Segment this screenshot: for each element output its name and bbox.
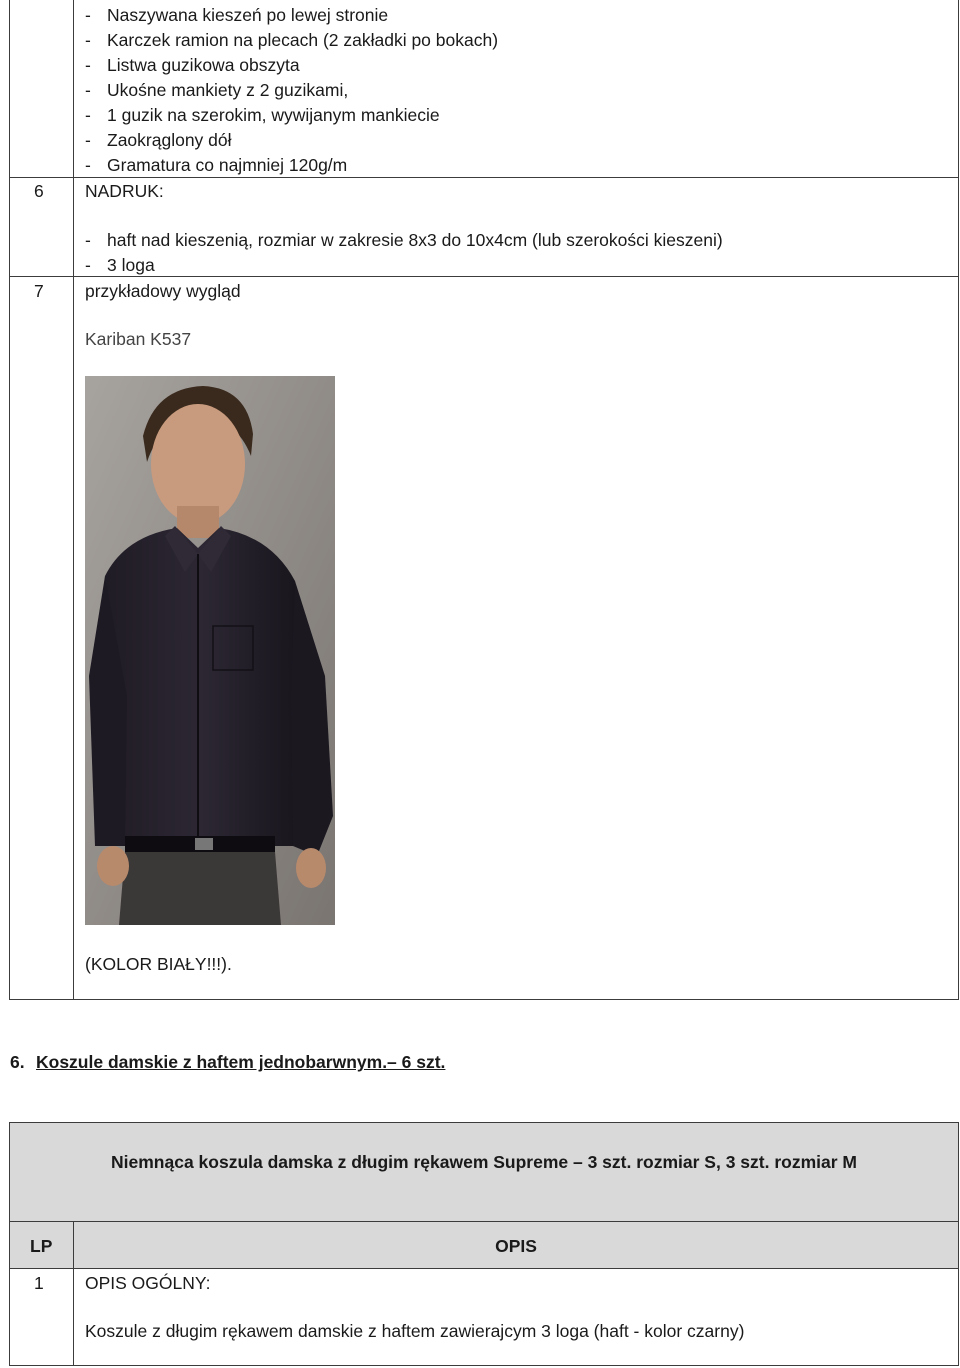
table1-row-divider-7 [9, 276, 959, 277]
example-title: przykładowy wygląd [85, 281, 241, 301]
table2-header-divider [9, 1221, 959, 1222]
section-title: Koszule damskie z haftem jednobarwnym.– 6 szt. [36, 1052, 446, 1072]
table1-left-border [9, 0, 10, 1000]
list-item: - 3 loga [85, 255, 155, 275]
table1-right-border [958, 0, 959, 1000]
section-number: 6. [10, 1052, 25, 1072]
list-item: - Zaokrąglony dół [85, 130, 232, 150]
opis-ogolny-title: OPIS OGÓLNY: [85, 1273, 211, 1293]
list-item: - Karczek ramion na plecach (2 zakładki po bokach) [85, 30, 499, 50]
table2-top-border [9, 1122, 959, 1123]
shirt-model-illustration [85, 376, 335, 925]
list-item: - Ukośne mankiety z 2 guzikami, [85, 80, 349, 100]
list-item: - Naszywana kieszeń po lewej stronie [85, 5, 389, 25]
table1-row-divider-6 [9, 177, 959, 178]
list-item: - 1 guzik na szerokim, wywijanym mankiecie [85, 105, 440, 125]
opis-ogolny-text: Koszule z długim rękawem damskie z haftem zawierajcym 3 loga (haft - kolor czarny) [85, 1321, 745, 1341]
color-note: (KOLOR BIAŁY!!!). [85, 954, 232, 974]
list-item: - Listwa guzikowa obszyta [85, 55, 300, 75]
table2-header-title: Niemnąca koszula damska z długim rękawem Supreme – 3 szt. rozmiar S, 3 szt. rozmiar M [111, 1152, 857, 1172]
column-header-lp: LP [30, 1236, 53, 1256]
list-item: - Gramatura co najmniej 120g/m [85, 155, 348, 175]
table2-bottom-border [9, 1365, 959, 1366]
product-photo [85, 376, 335, 925]
list-item: - haft nad kieszenią, rozmiar w zakresie 8x3 do 10x4cm (lub szerokości kieszeni) [85, 230, 723, 250]
row-number-6: 6 [34, 181, 44, 201]
column-header-opis: OPIS [495, 1236, 537, 1256]
table1-bottom-border [9, 999, 959, 1000]
table2-col-header-divider [9, 1268, 959, 1269]
model-name: Kariban K537 [85, 329, 192, 349]
row-number-1: 1 [34, 1273, 44, 1293]
table2-right-border [958, 1122, 959, 1366]
row-number-7: 7 [34, 281, 44, 301]
table1-col-divider [73, 0, 74, 1000]
nadruk-title: NADRUK: [85, 181, 164, 201]
